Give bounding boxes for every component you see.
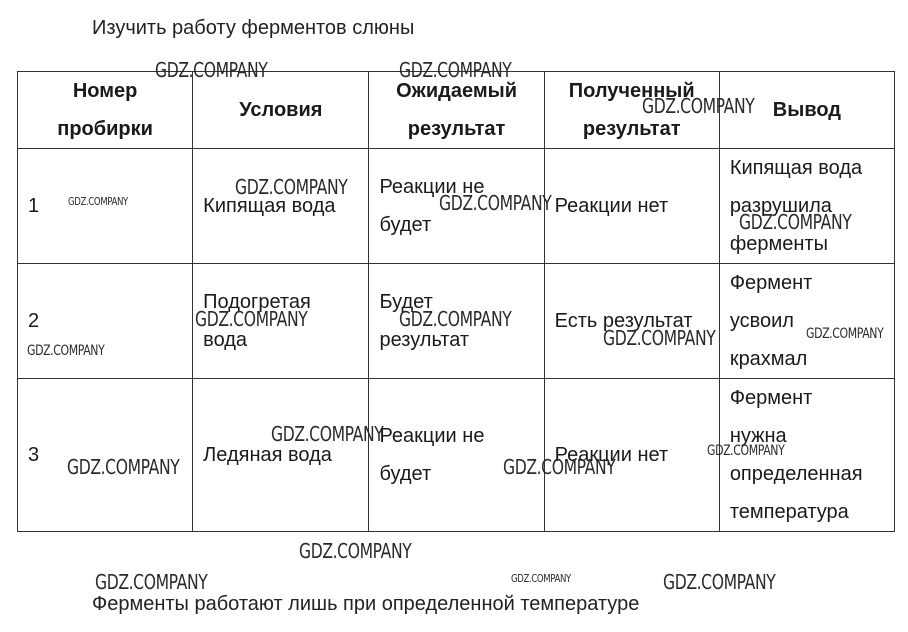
- table-row: [18, 379, 895, 532]
- watermark: GDZ.COMPANY: [155, 58, 268, 82]
- conditions-line: Ледяная вода: [203, 444, 332, 466]
- cell-conditions: [193, 379, 369, 532]
- conclusion-line: ферменты: [729, 233, 828, 255]
- cell-tube-number: [18, 379, 193, 532]
- header-conclusion: [719, 72, 894, 149]
- cell-conclusion: [719, 379, 894, 532]
- watermark: GDZ.COMPANY: [707, 443, 785, 459]
- watermark: GDZ.COMPANY: [603, 326, 716, 350]
- cell-conclusion: [719, 149, 894, 264]
- header-tube-number-line1: Номер: [72, 80, 138, 102]
- header-received-line1: Полученный: [568, 80, 695, 102]
- table-row: [18, 149, 895, 264]
- watermark: GDZ.COMPANY: [399, 307, 512, 331]
- received-line: Реакции нет: [554, 195, 669, 217]
- watermark: GDZ.COMPANY: [271, 422, 384, 446]
- watermark: GDZ.COMPANY: [642, 94, 755, 118]
- watermark: GDZ.COMPANY: [399, 58, 512, 82]
- watermark: GDZ.COMPANY: [27, 343, 105, 359]
- header-received-line2: результат: [582, 118, 681, 140]
- conditions-line: вода: [203, 329, 248, 351]
- cell-received: [544, 149, 719, 264]
- watermark: GDZ.COMPANY: [195, 307, 308, 331]
- header-tube-number: [18, 72, 193, 149]
- experiment-table: [17, 71, 895, 532]
- header-conclusion-label: Вывод: [772, 99, 841, 121]
- conclusion-line: усвоил: [729, 310, 794, 332]
- conclusion-line: определенная: [729, 463, 863, 485]
- conclusion-line: нужна: [729, 425, 787, 447]
- table-header-row: [18, 72, 895, 149]
- cell-tube-number: [18, 264, 193, 379]
- watermark: GDZ.COMPANY: [739, 210, 852, 234]
- header-conditions: [193, 72, 369, 149]
- expected-line: Реакции не: [379, 425, 485, 447]
- conclusion-line: Фермент: [729, 272, 813, 294]
- cell-tube-number: [18, 149, 193, 264]
- table-row: [18, 264, 895, 379]
- cell-expected: [369, 149, 544, 264]
- watermark: GDZ.COMPANY: [439, 191, 552, 215]
- cell-received: [544, 264, 719, 379]
- expected-line: будет: [379, 463, 432, 485]
- received-line: Есть результат: [554, 310, 693, 332]
- conclusion-line: Кипящая вода: [729, 157, 863, 179]
- watermark: GDZ.COMPANY: [67, 455, 180, 479]
- tube-number: 3: [28, 444, 40, 466]
- header-tube-number-line2: пробирки: [57, 118, 153, 140]
- watermark: GDZ.COMPANY: [299, 539, 412, 563]
- header-expected-line1: Ожидаемый: [396, 80, 517, 102]
- header-conditions-label: Условия: [239, 99, 323, 121]
- cell-conclusion: [719, 264, 894, 379]
- watermark: GDZ.COMPANY: [68, 195, 128, 208]
- conclusion-line: разрушила: [729, 195, 832, 217]
- cell-conditions: [193, 264, 369, 379]
- watermark: GDZ.COMPANY: [511, 572, 571, 585]
- expected-line: будет: [379, 214, 432, 236]
- watermark: GDZ.COMPANY: [663, 570, 776, 594]
- cell-expected: [369, 379, 544, 532]
- cell-expected: [369, 264, 544, 379]
- cell-conditions: [193, 149, 369, 264]
- header-received: [544, 72, 719, 149]
- watermark: GDZ.COMPANY: [95, 570, 208, 594]
- received-line: Реакции нет: [554, 444, 669, 466]
- expected-line: Реакции не: [379, 176, 485, 198]
- header-expected-line2: результат: [407, 118, 506, 140]
- cell-received: [544, 379, 719, 532]
- conclusion-line: крахмал: [729, 348, 808, 370]
- page-heading: Изучить работу ферментов слюны: [92, 17, 415, 39]
- tube-number: 1: [28, 195, 40, 217]
- tube-number: 2: [28, 310, 40, 332]
- watermark: GDZ.COMPANY: [235, 175, 348, 199]
- conclusion-line: Фермент: [729, 387, 813, 409]
- watermark: GDZ.COMPANY: [503, 455, 616, 479]
- final-conclusion: Ферменты работают лишь при определенной температуре: [92, 593, 640, 615]
- conditions-line: Подогретая: [203, 291, 311, 313]
- conclusion-line: температура: [729, 501, 849, 523]
- header-expected: [369, 72, 544, 149]
- conditions-line: Кипящая вода: [203, 195, 336, 217]
- expected-line: Будет: [379, 291, 433, 313]
- watermark: GDZ.COMPANY: [806, 326, 884, 342]
- expected-line: результат: [379, 329, 470, 351]
